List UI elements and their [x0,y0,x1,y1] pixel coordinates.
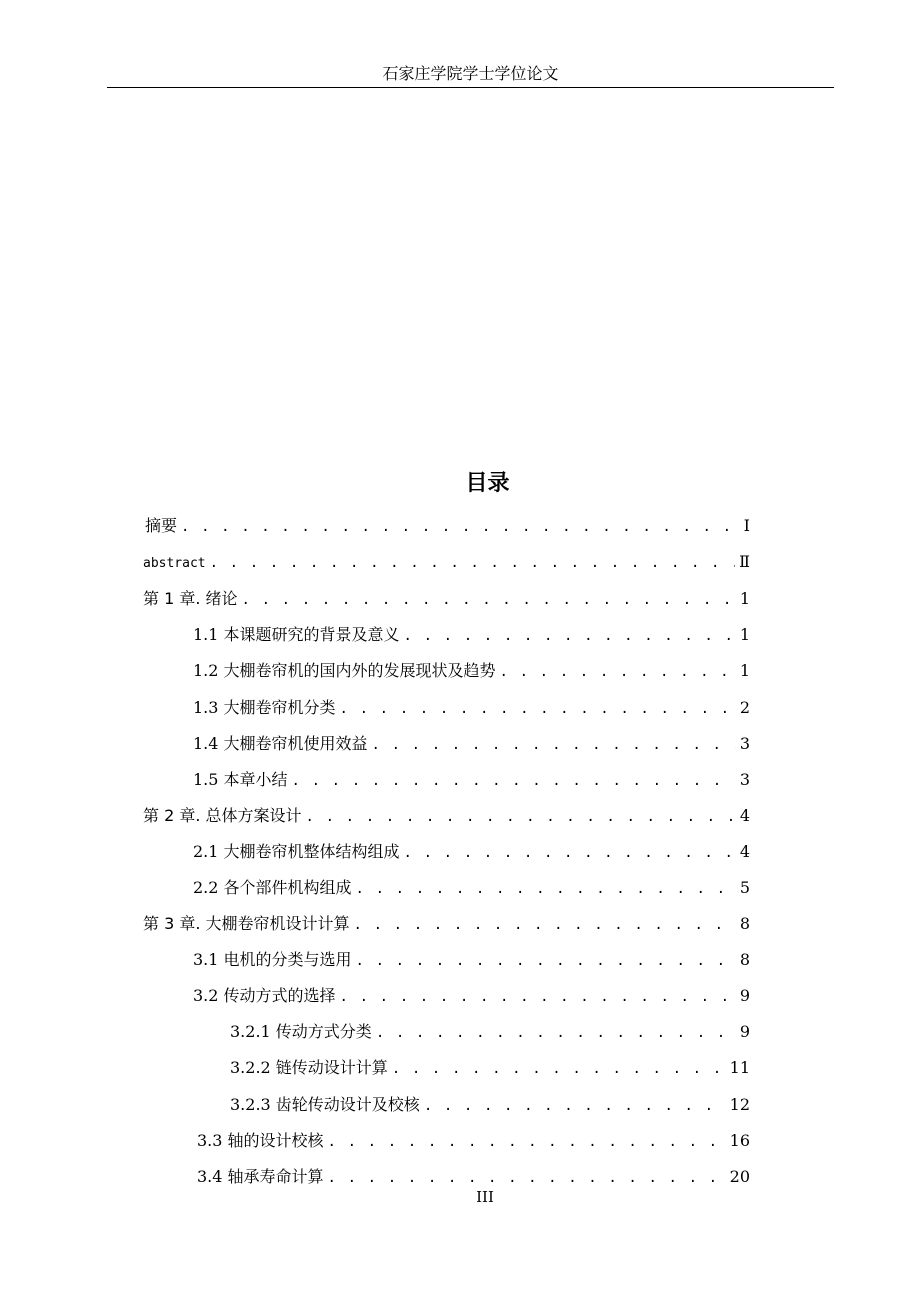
toc-page-number: 16 [729,1131,750,1150]
toc-entry-label: 1.1 本课题研究的背景及意义 [193,625,400,644]
toc-page-number: 5 [739,878,750,897]
toc-entry-label: abstract [143,556,206,571]
toc-entry-3-2-3[interactable] [230,1092,750,1118]
toc-page-number: 1 [739,589,750,608]
toc-entry-abstract-cn[interactable] [145,513,750,539]
toc-page-number: 8 [739,950,750,969]
toc-leader [356,876,736,902]
toc-leader [354,912,736,938]
toc-entry-chapter-2[interactable] [143,803,750,829]
toc-page-number: Ⅰ [743,516,750,535]
toc-leader [372,732,736,758]
toc-page-number: 8 [739,914,750,933]
toc-page-number: 9 [739,1022,750,1041]
toc-page-number: Ⅱ [739,552,750,571]
running-header: 石家庄学院学士学位论文 [382,64,559,83]
toc-entry-label: 3.4 轴承寿命计算 [197,1167,324,1186]
toc-leader [356,948,736,974]
toc-entry-label: 1.5 本章小结 [193,770,288,789]
page-number: III [476,1188,494,1206]
toc-leader [392,1056,726,1082]
toc-entry-3-2-2[interactable] [230,1055,750,1081]
toc-leader [292,768,736,794]
toc-entry-3-3[interactable] [197,1128,750,1154]
toc-leader [181,514,740,540]
toc-title: 目录 [465,471,510,496]
toc-page-number: 2 [739,698,750,717]
toc-leader [340,984,736,1010]
toc-entry-label: 第 2 章. 总体方案设计 [143,806,302,825]
toc-entry-label: 2.2 各个部件机构组成 [193,878,352,897]
toc-leader [242,587,736,613]
toc-entry-1-2[interactable] [193,658,750,684]
toc-entry-label: 3.2.2 链传动设计计算 [230,1058,388,1077]
toc-entry-3-1[interactable] [193,947,750,973]
toc-entry-label: 1.4 大棚卷帘机使用效益 [193,734,368,753]
toc-page-number: 20 [729,1167,750,1186]
toc-leader [424,1093,726,1119]
toc-entry-1-3[interactable] [193,695,750,721]
toc-page-number: 3 [739,734,750,753]
toc-entry-3-2[interactable] [193,983,750,1009]
toc-entry-chapter-1[interactable] [143,586,750,612]
toc-entry-1-4[interactable] [193,731,750,757]
toc-entry-label: 3.2 传动方式的选择 [193,986,336,1005]
toc-entry-label: 3.2.3 齿轮传动设计及校核 [230,1095,420,1114]
toc-entry-1-5[interactable] [193,767,750,793]
toc-page-number: 1 [739,661,750,680]
toc-leader [500,659,736,685]
toc-entry-label: 1.2 大棚卷帘机的国内外的发展现状及趋势 [193,661,496,680]
toc-entry-2-1[interactable] [193,839,750,865]
toc-entry-1-1[interactable] [193,622,750,648]
toc-entry-label: 3.2.1 传动方式分类 [230,1022,372,1041]
toc-entry-label: 摘要 [145,516,178,535]
toc-page-number: 11 [729,1058,750,1077]
toc-entry-label: 1.3 大棚卷帘机分类 [193,698,336,717]
toc-leader [328,1129,726,1155]
toc-entry-2-2[interactable] [193,875,750,901]
toc-entry-chapter-3[interactable] [143,911,750,937]
toc-entry-label: 第 1 章. 绪论 [143,589,238,608]
toc-entry-label: 3.3 轴的设计校核 [197,1131,324,1150]
toc-leader [376,1020,736,1046]
toc-leader [404,623,736,649]
toc-leader [306,804,736,830]
toc-page-number: 4 [739,806,750,825]
toc-page-number: 12 [729,1095,750,1114]
toc-page-number: 9 [739,986,750,1005]
toc-entry-label: 3.1 电机的分类与选用 [193,950,352,969]
toc-leader [340,696,736,722]
toc-leader [404,840,736,866]
toc-entry-abstract-en[interactable] [143,549,750,575]
toc-page-number: 1 [739,625,750,644]
toc-entry-label: 2.1 大棚卷帘机整体结构组成 [193,842,400,861]
toc-page-number: 4 [739,842,750,861]
toc-entry-label: 第 3 章. 大棚卷帘机设计计算 [143,914,350,933]
toc-entry-3-4[interactable] [197,1164,750,1190]
toc-leader [210,550,736,576]
toc-page-number: 3 [739,770,750,789]
toc-entry-3-2-1[interactable] [230,1019,750,1045]
